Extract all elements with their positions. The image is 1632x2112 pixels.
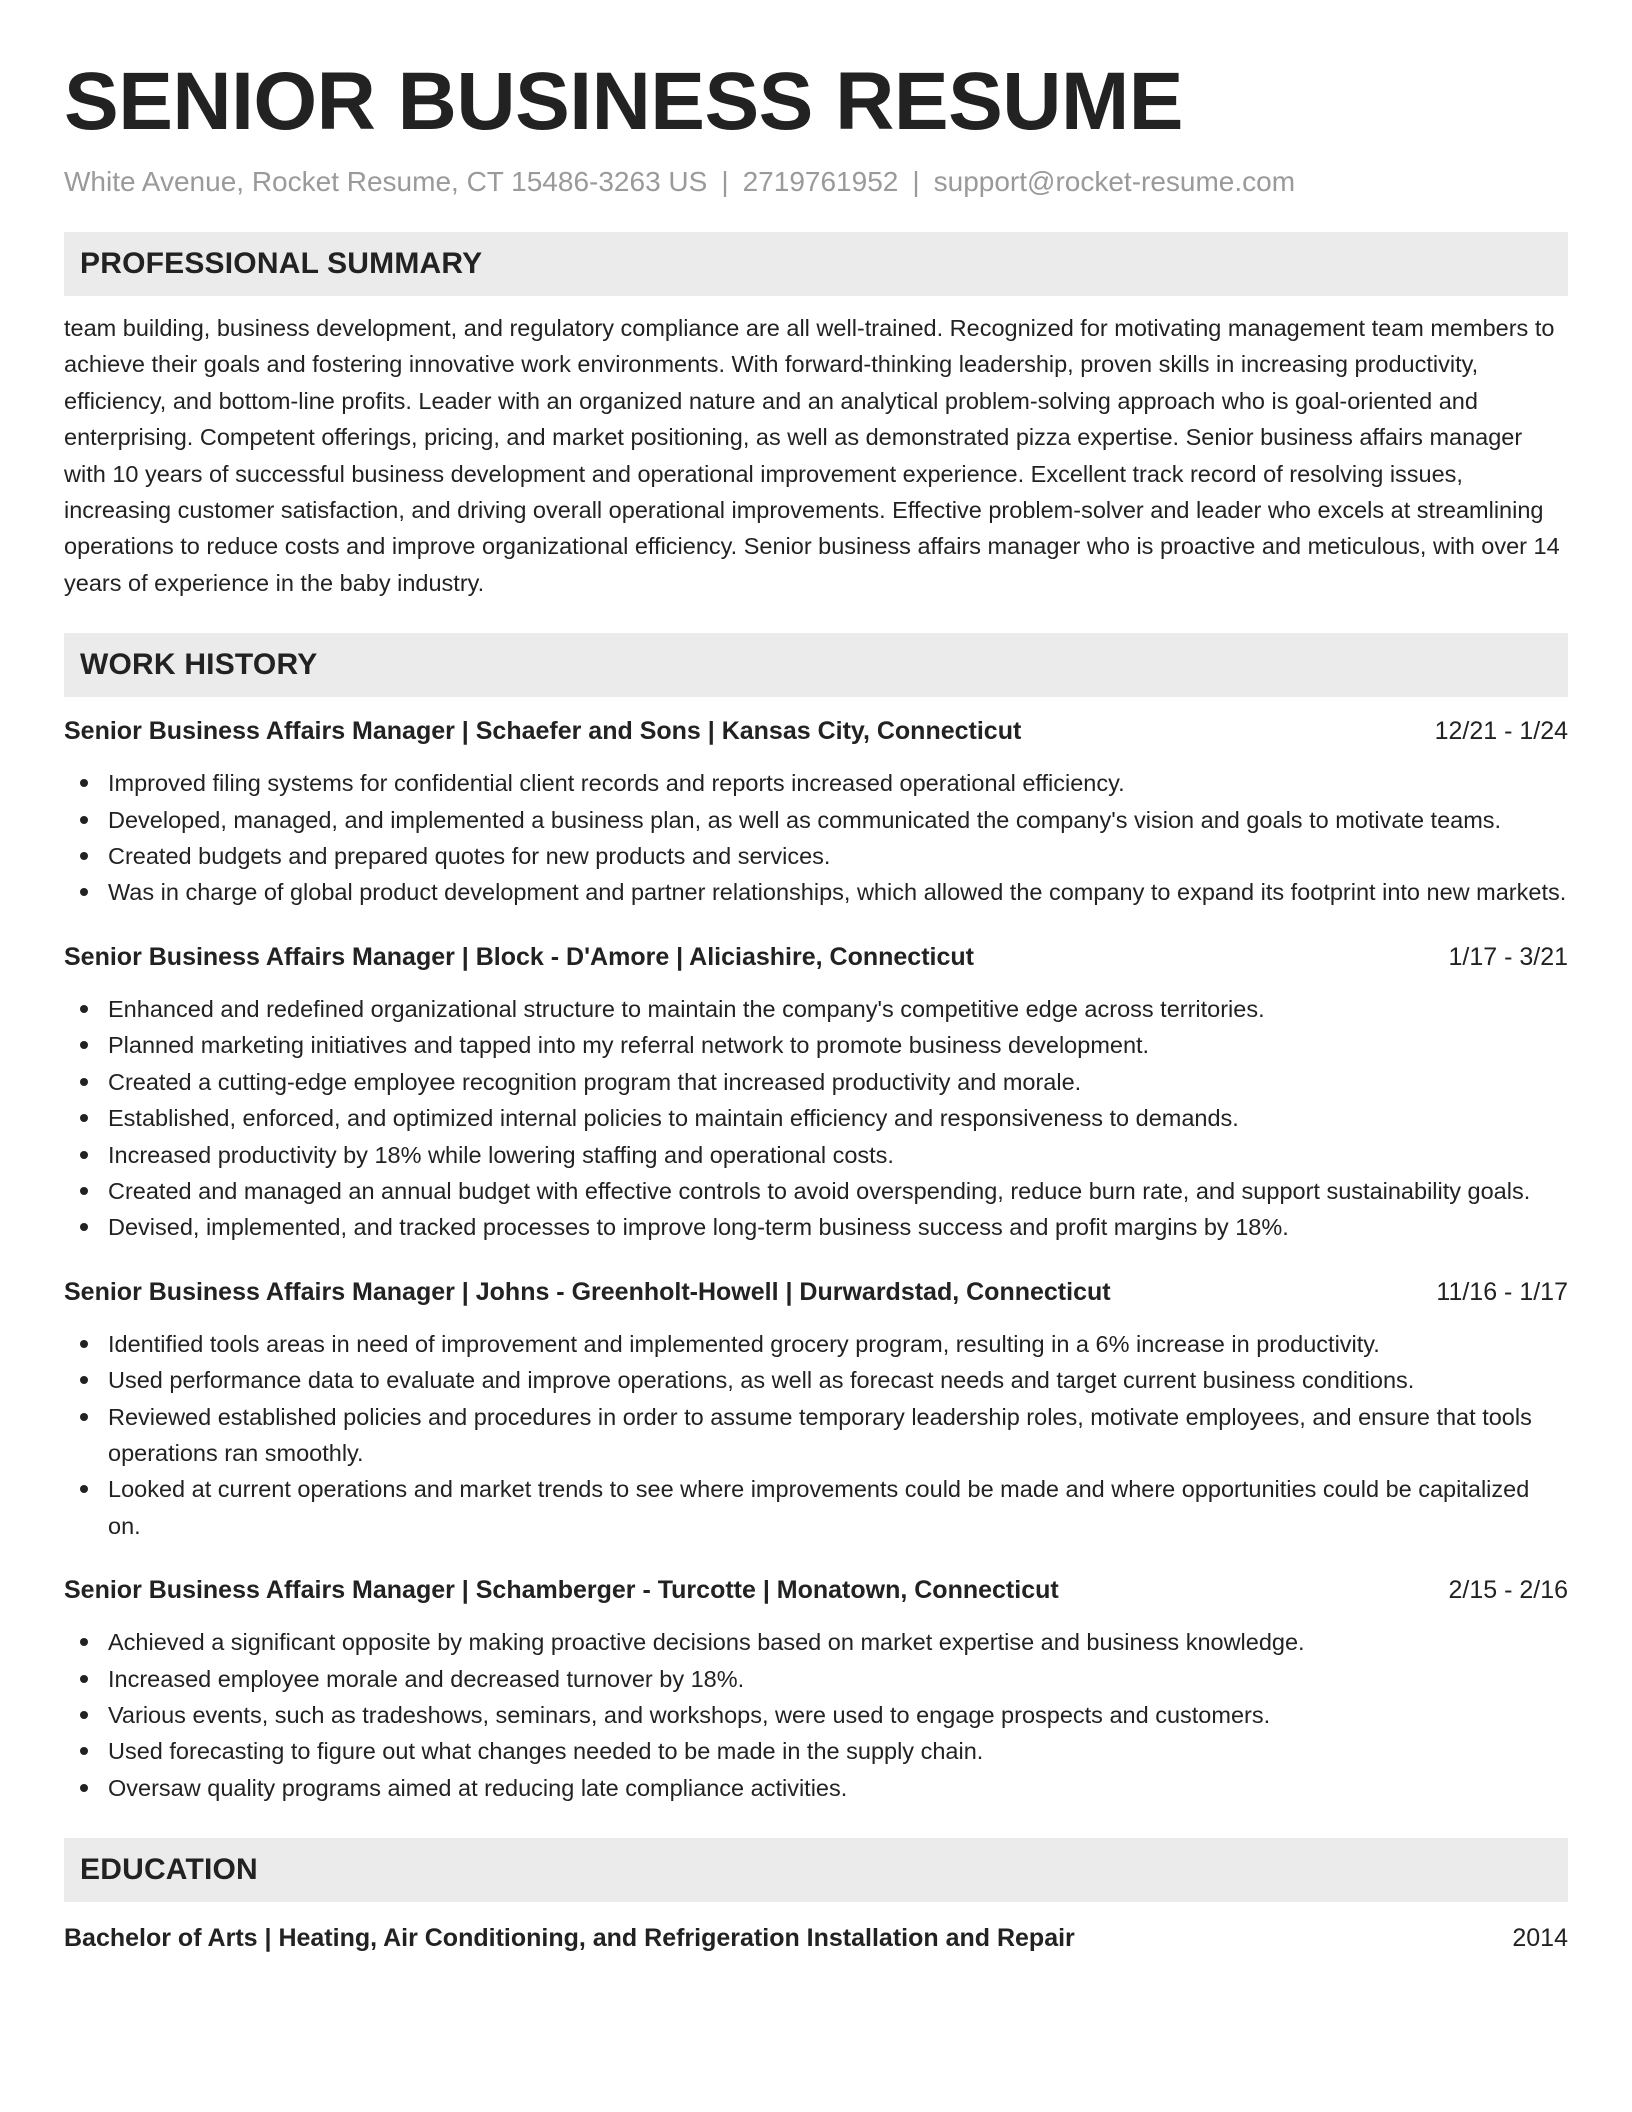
section-heading-work-history: WORK HISTORY bbox=[80, 648, 318, 682]
contact-separator: | bbox=[721, 166, 729, 197]
job-dates: 2/15 - 2/16 bbox=[1448, 1576, 1568, 1605]
job-bullet: Used forecasting to figure out what changes needed to be made in the supply chain. bbox=[108, 1733, 1568, 1769]
job-bullet: Increased productivity by 18% while lowering staffing and operational costs. bbox=[108, 1137, 1568, 1173]
job-header bbox=[64, 1572, 1568, 1608]
job-header bbox=[64, 939, 1568, 975]
job-bullet: Improved filing systems for confidential client records and reports increased operational efficiency. bbox=[108, 765, 1568, 801]
section-heading-summary: PROFESSIONAL SUMMARY bbox=[80, 247, 483, 280]
job-bullet: Various events, such as tradeshows, seminars, and workshops, were used to engage prospects and customers. bbox=[108, 1697, 1568, 1733]
job-title: Senior Business Affairs Manager | Johns - Greenholt-Howell | Durwardstad, Connecticut bbox=[64, 1277, 1111, 1306]
job-bullets bbox=[64, 991, 1568, 1246]
job-bullets bbox=[64, 765, 1568, 911]
work-history-list bbox=[64, 713, 1568, 1806]
job-dates: 1/17 - 3/21 bbox=[1448, 942, 1568, 971]
education-degree: Bachelor of Arts | Heating, Air Conditioning, and Refrigeration Installation and Repair bbox=[64, 1924, 1075, 1953]
job-bullet: Used performance data to evaluate and improve operations, as well as forecast needs and target current business conditions. bbox=[108, 1362, 1568, 1398]
contact-phone: 2719761952 bbox=[742, 166, 899, 197]
job-header bbox=[64, 1274, 1568, 1310]
section-header-education bbox=[64, 1838, 1568, 1902]
contact-line bbox=[64, 164, 1568, 200]
job-bullet: Devised, implemented, and tracked processes to improve long-term business success and profit margins by 18%. bbox=[108, 1209, 1568, 1245]
job-bullet: Reviewed established policies and procedures in order to assume temporary leadership roles, motivate employees, and ensure that tools operations ran smoothly. bbox=[108, 1399, 1568, 1472]
job-bullet: Oversaw quality programs aimed at reducing late compliance activities. bbox=[108, 1770, 1568, 1806]
job-bullets bbox=[64, 1326, 1568, 1544]
job-title: Senior Business Affairs Manager | Schamberger - Turcotte | Monatown, Connecticut bbox=[64, 1576, 1059, 1605]
job-bullets bbox=[64, 1624, 1568, 1806]
education-entry bbox=[64, 1920, 1568, 1956]
job-dates: 11/16 - 1/17 bbox=[1436, 1277, 1568, 1306]
job-dates: 12/21 - 1/24 bbox=[1434, 717, 1568, 746]
education-year: 2014 bbox=[1512, 1924, 1568, 1953]
job-bullet: Was in charge of global product development and partner relationships, which allowed the company to expand its footprint into new markets. bbox=[108, 874, 1568, 910]
job-bullet: Created and managed an annual budget with effective controls to avoid overspending, reduce burn rate, and support sustainability goals. bbox=[108, 1173, 1568, 1209]
resume-title: SENIOR BUSINESS RESUME bbox=[64, 56, 1183, 147]
job-bullet: Planned marketing initiatives and tapped into my referral network to promote business development. bbox=[108, 1027, 1568, 1063]
job-title: Senior Business Affairs Manager | Block - D'Amore | Aliciashire, Connecticut bbox=[64, 942, 974, 971]
contact-email: support@rocket-resume.com bbox=[933, 166, 1296, 197]
job-header bbox=[64, 713, 1568, 749]
job-bullet: Identified tools areas in need of improvement and implemented grocery program, resulting in a 6% increase in productivity. bbox=[108, 1326, 1568, 1362]
contact-separator: | bbox=[912, 166, 920, 197]
job-bullet: Established, enforced, and optimized internal policies to maintain efficiency and responsiveness to demands. bbox=[108, 1100, 1568, 1136]
job-bullet: Looked at current operations and market trends to see where improvements could be made and where opportunities could be capitalized on. bbox=[108, 1471, 1568, 1544]
job-bullet: Developed, managed, and implemented a business plan, as well as communicated the company's vision and goals to motivate teams. bbox=[108, 802, 1568, 838]
job-bullet: Achieved a significant opposite by making proactive decisions based on market expertise and business knowledge. bbox=[108, 1624, 1568, 1660]
section-heading-education: EDUCATION bbox=[80, 1853, 258, 1887]
job-bullet: Increased employee morale and decreased turnover by 18%. bbox=[108, 1661, 1568, 1697]
job-bullet: Created a cutting-edge employee recognition program that increased productivity and morale. bbox=[108, 1064, 1568, 1100]
job-entry bbox=[64, 1572, 1568, 1806]
contact-address: White Avenue, Rocket Resume, CT 15486-3263 US bbox=[64, 166, 708, 197]
summary-text: team building, business development, and regulatory compliance are all well-trained. Recognized for motivating management team members to achieve their goals and fostering innovative work environments. With forward-thinking leadership, proven skills in increasing productivity, efficiency, and bottom-line profits. Leader with an organized nature and an analytical problem-solving approach who is goal-oriented and enterprising. Competent offerings, pricing, and market positioning, as well as demonstrated pizza expertise. Senior business affairs manager with 10 years of successful business development and operational improvement experience. Excellent track record of resolving issues, increasing customer satisfaction, and driving overall operational improvements. Effective problem-solver and leader who excels at streamlining operations to reduce costs and improve organizational efficiency. Senior business affairs manager who is proactive and meticulous, with over 14 years of experience in the baby industry. bbox=[64, 315, 1560, 596]
section-header-work-history bbox=[64, 633, 1568, 697]
job-entry bbox=[64, 1274, 1568, 1544]
job-entry bbox=[64, 939, 1568, 1246]
job-bullet: Enhanced and redefined organizational structure to maintain the company's competitive edge across territories. bbox=[108, 991, 1568, 1027]
job-bullet: Created budgets and prepared quotes for new products and services. bbox=[108, 838, 1568, 874]
job-entry bbox=[64, 713, 1568, 911]
job-title: Senior Business Affairs Manager | Schaefer and Sons | Kansas City, Connecticut bbox=[64, 717, 1022, 746]
section-header-summary bbox=[64, 232, 1568, 296]
